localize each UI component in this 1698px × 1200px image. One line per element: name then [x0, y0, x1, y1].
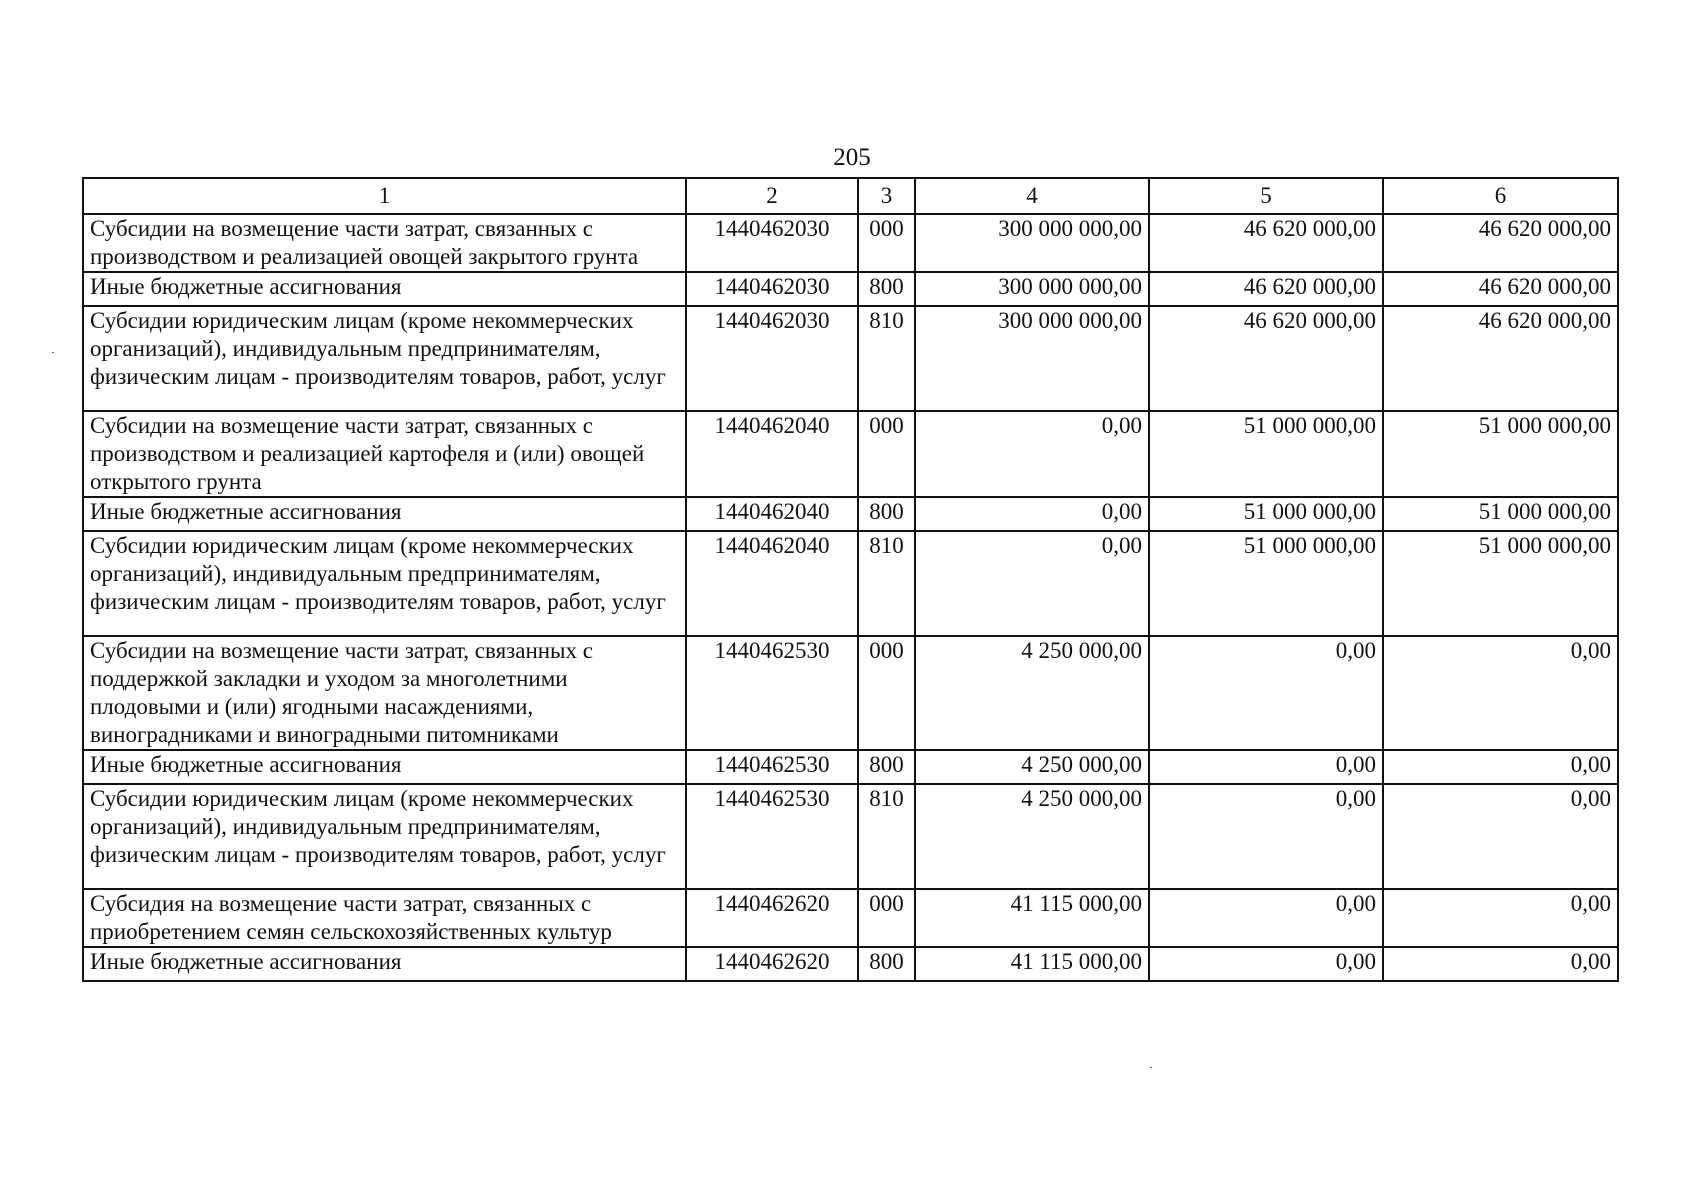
cell-name: Субсидия на возмещение части затрат, связанных с приобретением семян сельскохозяйственных культур	[83, 889, 686, 947]
cell-sum-col-5: 0,00	[1149, 784, 1383, 889]
cell-expense-kind: 000	[858, 636, 915, 750]
cell-expense-kind: 000	[858, 214, 915, 272]
cell-sum-col-6: 46 620 000,00	[1383, 214, 1618, 272]
cell-target-code: 1440462620	[686, 947, 858, 981]
cell-expense-kind: 000	[858, 411, 915, 497]
cell-name: Субсидии на возмещение части затрат, связанных с производством и реализацией картофеля и (или) овощей открытого грунта	[83, 411, 686, 497]
cell-sum-col-6: 46 620 000,00	[1383, 306, 1618, 411]
cell-sum-col-5: 0,00	[1149, 636, 1383, 750]
cell-sum-col-4: 300 000 000,00	[915, 272, 1149, 306]
cell-expense-kind: 000	[858, 889, 915, 947]
cell-sum-col-4: 4 250 000,00	[915, 750, 1149, 784]
scan-speck	[52, 352, 54, 353]
cell-sum-col-5: 0,00	[1149, 750, 1383, 784]
cell-sum-col-6: 51 000 000,00	[1383, 411, 1618, 497]
cell-sum-col-4: 4 250 000,00	[915, 636, 1149, 750]
cell-target-code: 1440462530	[686, 636, 858, 750]
cell-sum-col-4: 300 000 000,00	[915, 306, 1149, 411]
cell-sum-col-5: 46 620 000,00	[1149, 214, 1383, 272]
cell-name: Субсидии юридическим лицам (кроме некоммерческих организаций), индивидуальным предпринимателям, физическим лицам - производителям товаров, работ, услуг	[83, 306, 686, 411]
cell-sum-col-5: 0,00	[1149, 889, 1383, 947]
cell-sum-col-6: 51 000 000,00	[1383, 497, 1618, 531]
table-body	[83, 214, 1618, 981]
table-row	[83, 531, 1618, 636]
table-row	[83, 889, 1618, 947]
cell-name: Иные бюджетные ассигнования	[83, 272, 686, 306]
cell-target-code: 1440462530	[686, 784, 858, 889]
cell-sum-col-4: 41 115 000,00	[915, 889, 1149, 947]
cell-target-code: 1440462620	[686, 889, 858, 947]
cell-target-code: 1440462030	[686, 306, 858, 411]
cell-sum-col-5: 46 620 000,00	[1149, 272, 1383, 306]
cell-sum-col-6: 0,00	[1383, 636, 1618, 750]
cell-sum-col-5: 51 000 000,00	[1149, 531, 1383, 636]
cell-expense-kind: 810	[858, 784, 915, 889]
cell-sum-col-5: 51 000 000,00	[1149, 411, 1383, 497]
scan-speck	[1150, 1067, 1152, 1068]
table-row	[83, 784, 1618, 889]
cell-sum-col-6: 0,00	[1383, 947, 1618, 981]
header-col-6: 6	[1383, 178, 1618, 214]
cell-expense-kind: 800	[858, 947, 915, 981]
cell-sum-col-6: 51 000 000,00	[1383, 531, 1618, 636]
cell-target-code: 1440462530	[686, 750, 858, 784]
cell-name: Субсидии на возмещение части затрат, связанных с производством и реализацией овощей закрытого грунта	[83, 214, 686, 272]
cell-name: Субсидии юридическим лицам (кроме некоммерческих организаций), индивидуальным предпринимателям, физическим лицам - производителям товаров, работ, услуг	[83, 784, 686, 889]
page-number: 205	[833, 144, 871, 171]
cell-target-code: 1440462040	[686, 531, 858, 636]
cell-expense-kind: 800	[858, 272, 915, 306]
cell-name: Иные бюджетные ассигнования	[83, 750, 686, 784]
budget-table	[82, 177, 1619, 982]
cell-sum-col-5: 51 000 000,00	[1149, 497, 1383, 531]
table-row	[83, 411, 1618, 497]
table-row	[83, 750, 1618, 784]
cell-sum-col-4: 0,00	[915, 531, 1149, 636]
header-col-1: 1	[83, 178, 686, 214]
cell-sum-col-4: 300 000 000,00	[915, 214, 1149, 272]
cell-sum-col-5: 0,00	[1149, 947, 1383, 981]
cell-sum-col-4: 41 115 000,00	[915, 947, 1149, 981]
header-col-3: 3	[858, 178, 915, 214]
cell-sum-col-4: 0,00	[915, 497, 1149, 531]
table-row	[83, 497, 1618, 531]
cell-expense-kind: 810	[858, 306, 915, 411]
cell-name: Субсидии юридическим лицам (кроме некоммерческих организаций), индивидуальным предпринимателям, физическим лицам - производителям товаров, работ, услуг	[83, 531, 686, 636]
table-row	[83, 947, 1618, 981]
cell-sum-col-6: 46 620 000,00	[1383, 272, 1618, 306]
cell-name: Иные бюджетные ассигнования	[83, 947, 686, 981]
table-row	[83, 272, 1618, 306]
header-row	[83, 178, 1618, 214]
cell-sum-col-6: 0,00	[1383, 889, 1618, 947]
cell-name: Субсидии на возмещение части затрат, связанных с поддержкой закладки и уходом за многолетними плодовыми и (или) ягодными насаждениями, виноградниками и виноградными питомниками	[83, 636, 686, 750]
cell-sum-col-4: 0,00	[915, 411, 1149, 497]
table-row	[83, 214, 1618, 272]
cell-sum-col-6: 0,00	[1383, 750, 1618, 784]
table-row	[83, 306, 1618, 411]
cell-sum-col-5: 46 620 000,00	[1149, 306, 1383, 411]
table-row	[83, 636, 1618, 750]
cell-expense-kind: 800	[858, 497, 915, 531]
cell-target-code: 1440462040	[686, 497, 858, 531]
header-col-2: 2	[686, 178, 858, 214]
cell-expense-kind: 810	[858, 531, 915, 636]
cell-sum-col-4: 4 250 000,00	[915, 784, 1149, 889]
header-col-5: 5	[1149, 178, 1383, 214]
cell-name: Иные бюджетные ассигнования	[83, 497, 686, 531]
header-col-4: 4	[915, 178, 1149, 214]
cell-sum-col-6: 0,00	[1383, 784, 1618, 889]
cell-expense-kind: 800	[858, 750, 915, 784]
cell-target-code: 1440462030	[686, 272, 858, 306]
cell-target-code: 1440462040	[686, 411, 858, 497]
cell-target-code: 1440462030	[686, 214, 858, 272]
